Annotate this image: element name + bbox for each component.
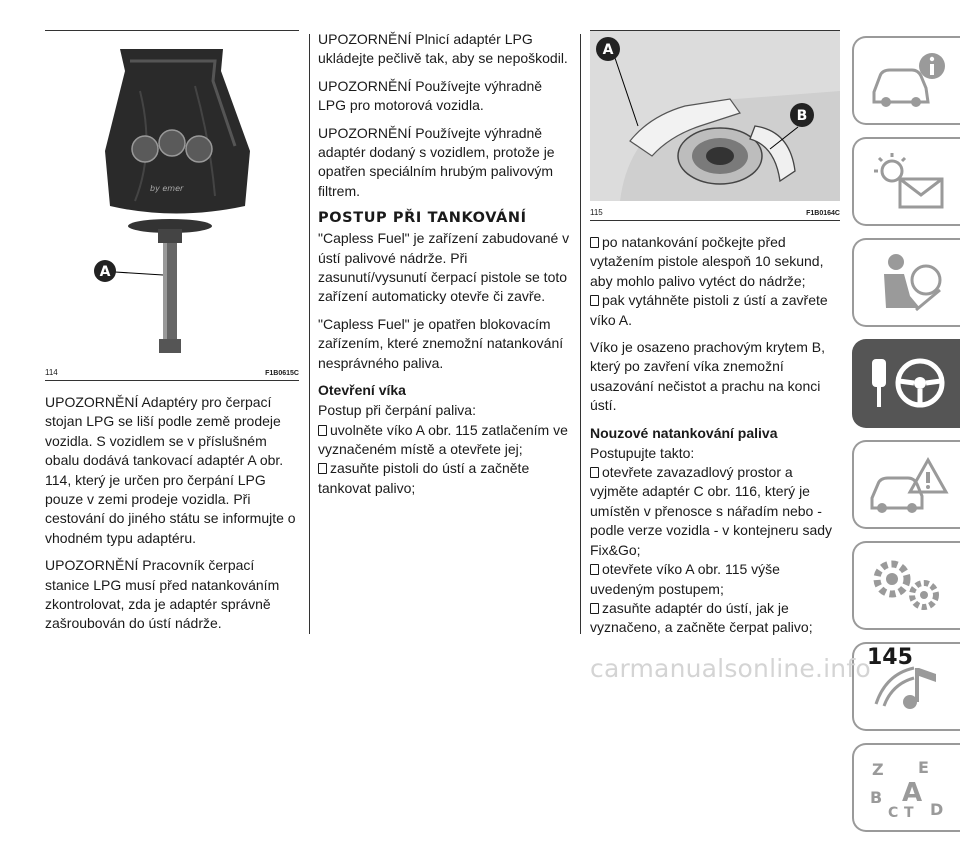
tab-airbag-seat[interactable] xyxy=(852,238,960,327)
subheading: Nouzové natankování paliva xyxy=(590,424,778,441)
figure-114 xyxy=(45,30,299,381)
list-item-text: zasuňte pistoli do ústí a začněte tankovat palivo; xyxy=(318,460,530,496)
list-item xyxy=(590,599,840,638)
list-item xyxy=(590,560,840,599)
paragraph: Postup při čerpání paliva: xyxy=(318,402,476,419)
checkbox-bullet-icon xyxy=(590,467,599,478)
section-heading: POSTUP PŘI TANKOVÁNÍ xyxy=(318,210,527,227)
column-1 xyxy=(45,30,299,642)
index-letter: B xyxy=(870,788,883,807)
list-item-text: zasuňte adaptér do ústí, jak je vyznačeno, a začněte čerpat palivo; xyxy=(590,599,813,636)
checkbox-bullet-icon xyxy=(590,564,599,575)
figure-caption xyxy=(45,368,299,381)
figure-code: F1B0615C xyxy=(265,370,299,377)
checkbox-bullet-icon xyxy=(590,603,599,614)
warning-lights-icon xyxy=(866,149,950,215)
car-info-icon xyxy=(866,48,950,114)
tab-car-info[interactable] xyxy=(852,36,960,125)
subheading: Otevření víka xyxy=(318,382,406,399)
paragraph: Víko je osazeno prachovým krytem B, který po zavření víka znemožní usazování nečistot a prachu na konci ústí. xyxy=(590,339,825,414)
checkbox-bullet-icon xyxy=(590,237,599,248)
paragraph: Postupujte takto: xyxy=(590,444,695,461)
column-divider xyxy=(309,34,310,634)
tab-key-steering-wheel[interactable] xyxy=(852,339,960,428)
list-item-text: uvolněte víko A obr. 115 zatlačením ve vyznačeném místě a otevřete jej; xyxy=(318,421,568,457)
index-letter: T xyxy=(904,805,914,821)
figure-115 xyxy=(590,30,840,221)
list-item-text: otevřete víko A obr. 115 výše uvedeným postupem; xyxy=(590,561,780,597)
callout-a: A xyxy=(99,264,111,280)
figure-code: F1B0164C xyxy=(806,210,840,217)
list-item xyxy=(590,233,840,291)
column-2 xyxy=(318,30,572,498)
checkbox-bullet-icon xyxy=(318,463,327,474)
maintenance-gears-icon xyxy=(866,553,950,619)
index-letter: C xyxy=(888,805,899,821)
column-3 xyxy=(590,30,840,638)
list-item xyxy=(318,421,572,460)
paragraph: UPOZORNĚNÍ Používejte výhradně LPG pro motorová vozidla. xyxy=(318,77,543,114)
paragraph: "Capless Fuel" je zařízení zabudované v ústí palivové nádrže. Při zasunutí/vysunutí čerpací pistole se toto zařízení automaticky otevře či zavře. xyxy=(318,230,570,305)
fuel-filler-illustration xyxy=(590,31,840,201)
checkbox-bullet-icon xyxy=(590,295,599,306)
list-item-text: otevřete zavazadlový prostor a vyjměte adaptér C obr. 116, který je umístěn v přenosce s nářadím nebo - podle verze vozidla - v kontejneru sady Fix&Go; xyxy=(590,464,833,558)
tab-warning-lights[interactable] xyxy=(852,137,960,226)
list-item xyxy=(318,459,572,498)
callout-b: B xyxy=(796,108,808,124)
index-letter: D xyxy=(930,800,944,819)
chapter-tabs xyxy=(852,36,960,844)
tab-car-breakdown[interactable] xyxy=(852,440,960,529)
car-breakdown-icon xyxy=(866,452,950,518)
lpg-adapter-illustration xyxy=(45,31,299,361)
bag-logo-text: by emer xyxy=(150,184,184,193)
tab-maintenance[interactable] xyxy=(852,541,960,630)
paragraph: "Capless Fuel" je opatřen blokovacím zařízením, které znemožní natankování nesprávného paliva. xyxy=(318,315,564,371)
list-item xyxy=(590,291,840,330)
page-number: 145 xyxy=(867,645,913,670)
paragraph: UPOZORNĚNÍ Adaptéry pro čerpací stojan LPG se liší podle země prodeje vozidla. S vozidlem se v příslušném obalu dodává tankovací adaptér A obr. 114, který je určen pro čerpání LPG pouze v zemi prodeje vozidla. Při cestování do jiného státu se informujte o vhodném typu adaptéru. xyxy=(45,394,296,546)
paragraph: UPOZORNĚNÍ Pracovník čerpací stanice LPG musí před natankováním zkontrolovat, zda je adaptér správně zašroubován do ústí nádrže. xyxy=(45,557,280,632)
figure-number: 115 xyxy=(590,208,603,217)
column-divider xyxy=(580,34,581,634)
key-steering-wheel-icon xyxy=(866,351,950,417)
index-letter: A xyxy=(902,778,923,808)
figure-caption xyxy=(590,208,840,221)
paragraph: UPOZORNĚNÍ Plnicí adaptér LPG ukládejte pečlivě tak, aby se nepoškodil. xyxy=(318,31,568,67)
alphabet-index-icon xyxy=(866,755,950,821)
list-item xyxy=(590,463,840,560)
checkbox-bullet-icon xyxy=(318,425,327,436)
index-letter: Z xyxy=(872,760,884,779)
tab-alphabet-index[interactable] xyxy=(852,743,960,832)
list-item-text: po natankování počkejte před vytažením pistole alespoň 10 sekund, aby mohlo palivo vytéct do nádrže; xyxy=(590,234,824,289)
callout-a: A xyxy=(602,42,614,58)
airbag-seat-icon xyxy=(866,250,950,316)
list-item-text: pak vytáhněte pistoli z ústí a zavřete víko A. xyxy=(590,292,828,328)
figure-number: 114 xyxy=(45,368,58,377)
paragraph: UPOZORNĚNÍ Používejte výhradně adaptér dodaný s vozidlem, protože je opatřen speciálním hrubým palivovým filtrem. xyxy=(318,124,555,199)
index-letter: E xyxy=(918,758,929,777)
watermark: carmanualsonline.info xyxy=(590,654,871,683)
